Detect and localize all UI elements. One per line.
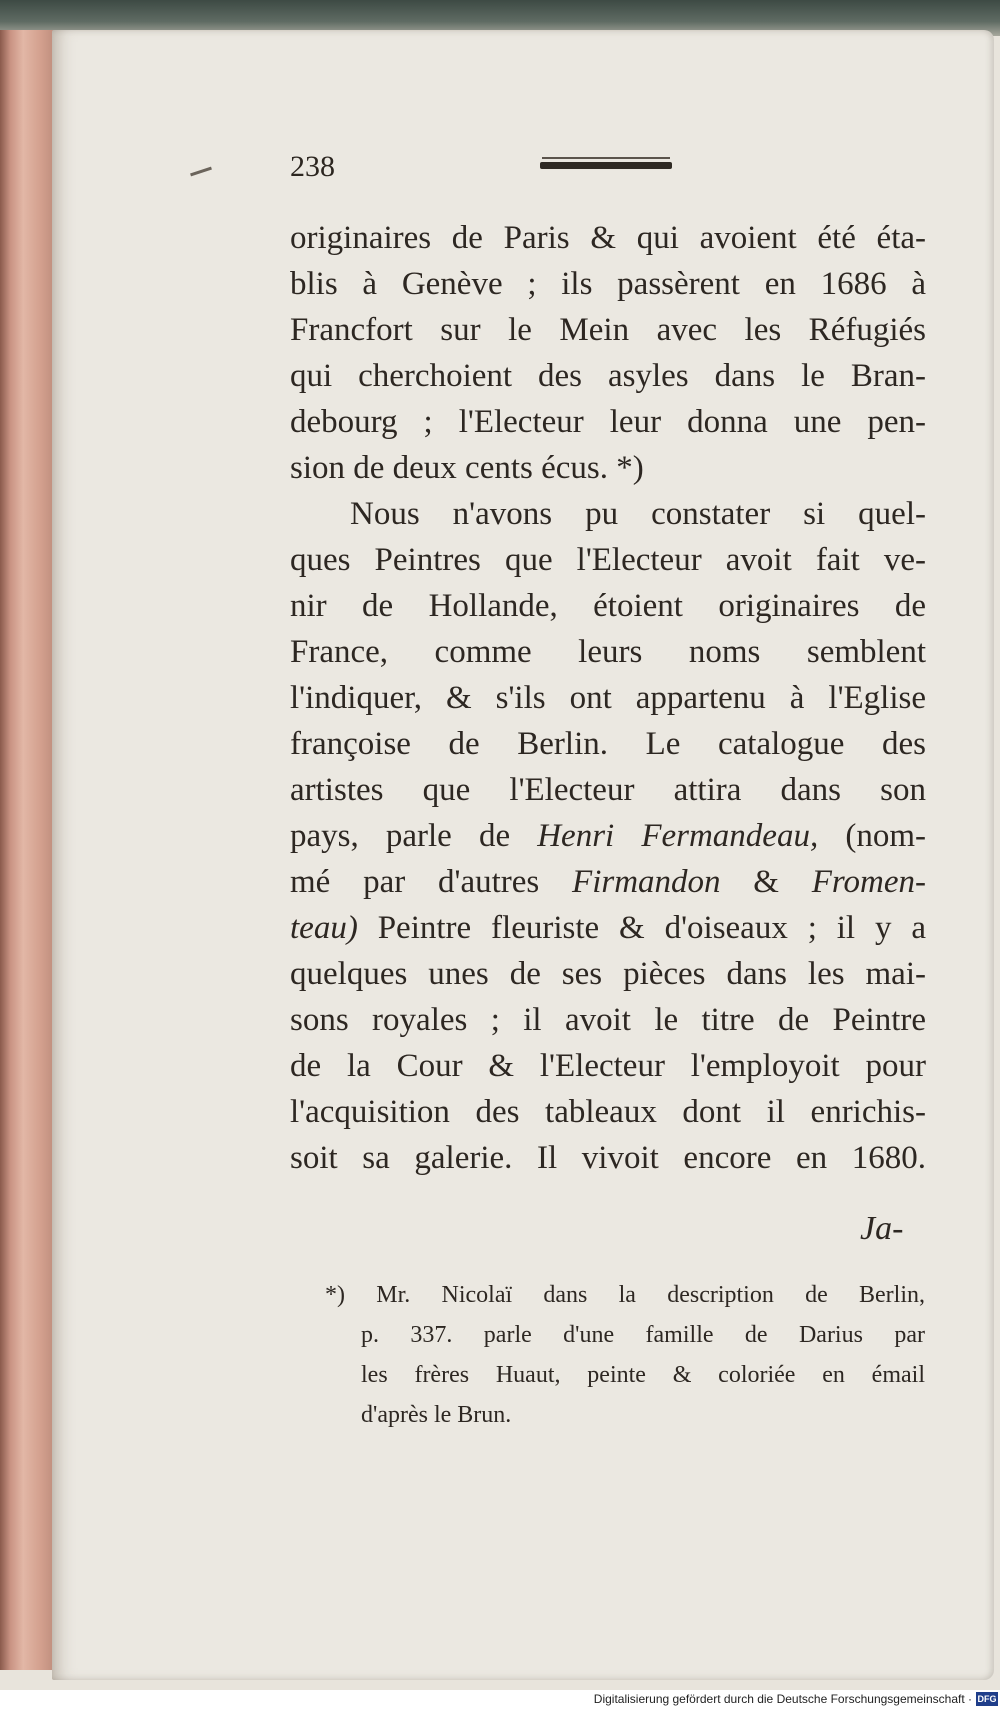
italic-name: Firmandon bbox=[572, 864, 721, 900]
body-line: françoise de Berlin. Le catalogue des bbox=[290, 726, 926, 762]
body-line: qui cherchoient des asyles dans le Bran- bbox=[290, 358, 926, 394]
body-line: sons royales ; il avoit le titre de Peintre bbox=[290, 1002, 926, 1038]
body-text-run: Peintre fleuriste & d'oiseaux ; il y a bbox=[357, 910, 926, 946]
body-line: France, comme leurs noms semblent bbox=[290, 634, 926, 670]
body-line: originaires de Paris & qui avoient été éta- bbox=[290, 220, 926, 256]
body-line: quelques unes de ses pièces dans les mai- bbox=[290, 956, 926, 992]
body-line: artistes que l'Electeur attira dans son bbox=[290, 772, 926, 808]
book-page-edges bbox=[0, 30, 58, 1670]
body-text-run: & bbox=[720, 864, 812, 900]
footnote-line: p. 337. parle d'une famille de Darius par bbox=[361, 1322, 925, 1348]
page-number: 238 bbox=[290, 150, 335, 183]
body-text-run: (nom- bbox=[818, 818, 926, 854]
body-line: l'indiquer, & s'ils ont appartenu à l'Eglise bbox=[290, 680, 926, 716]
body-text-run: mé par d'autres bbox=[290, 864, 573, 900]
italic-name: Henri Fermandeau, bbox=[537, 818, 819, 854]
body-line: soit sa galerie. Il vivoit encore en 1680. bbox=[290, 1140, 926, 1176]
body-text-run: pays, parle de bbox=[290, 818, 538, 854]
body-line: l'acquisition des tableaux dont il enrichis- bbox=[290, 1094, 926, 1130]
body-line bbox=[290, 905, 926, 951]
body-line: debourg ; l'Electeur leur donna une pen- bbox=[290, 404, 926, 440]
body-text bbox=[290, 215, 926, 1181]
body-line: ques Peintres que l'Electeur avoit fait ve- bbox=[290, 542, 926, 578]
digitization-credit: Digitalisierung gefördert durch die Deutsche Forschungsgemeinschaft · bbox=[593, 1692, 972, 1706]
dfg-logo-icon: DFG bbox=[977, 1694, 997, 1704]
body-line: nir de Hollande, étoient originaires de bbox=[290, 588, 926, 624]
body-line: Nous n'avons pu constater si quel- bbox=[350, 496, 926, 532]
body-line bbox=[290, 859, 926, 905]
digitization-footer bbox=[0, 1690, 1000, 1709]
italic-name: teau) bbox=[290, 910, 358, 946]
footnote bbox=[325, 1275, 925, 1435]
footnote-line: *) Mr. Nicolaï dans la description de Berlin, bbox=[325, 1282, 925, 1308]
body-line: blis à Genève ; ils passèrent en 1686 à bbox=[290, 266, 926, 302]
body-line: de la Cour & l'Electeur l'employoit pour bbox=[290, 1048, 926, 1084]
italic-name: Fromen- bbox=[811, 864, 926, 900]
header-ornament-rule bbox=[540, 162, 672, 169]
body-line bbox=[290, 813, 926, 859]
footnote-line: d'après le Brun. bbox=[361, 1402, 512, 1428]
catchword: Ja- bbox=[860, 1210, 904, 1247]
footnote-line: les frères Huaut, peinte & coloriée en émail bbox=[361, 1362, 925, 1388]
page-header bbox=[290, 150, 690, 190]
body-line: sion de deux cents écus. *) bbox=[290, 450, 644, 486]
body-line: Francfort sur le Mein avec les Réfugiés bbox=[290, 312, 926, 348]
